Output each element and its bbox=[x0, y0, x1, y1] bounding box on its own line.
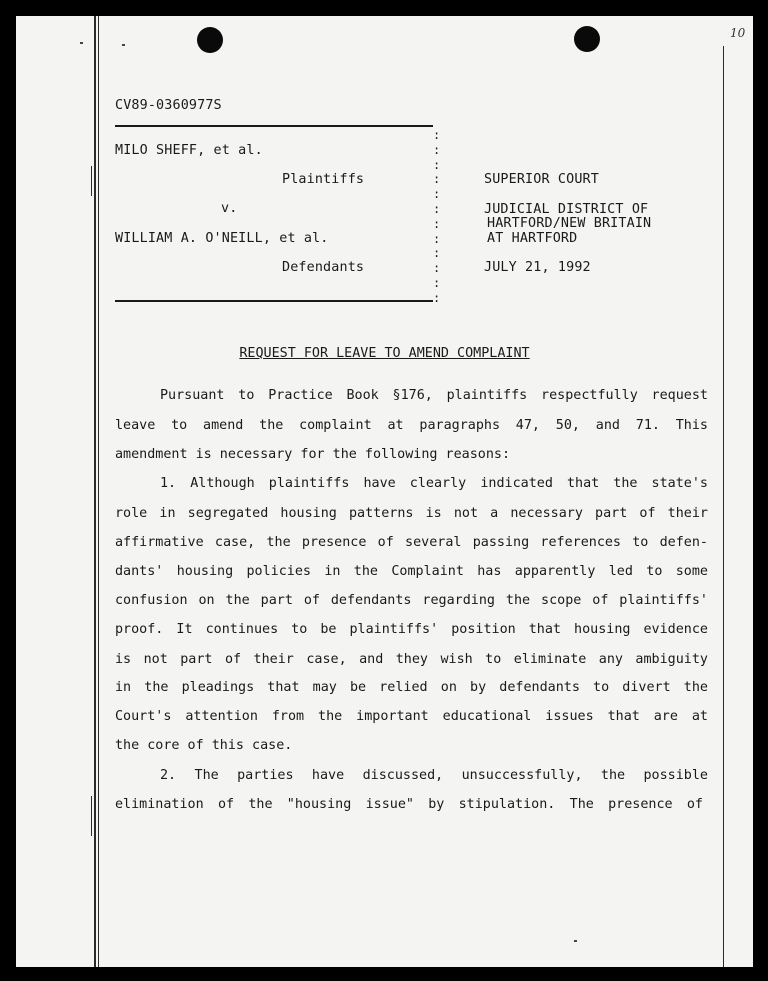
scan-speck bbox=[80, 42, 83, 44]
body-line: role in segregated housing patterns is not a necessary part of their bbox=[115, 506, 708, 521]
document-page bbox=[16, 16, 753, 967]
left-margin-tick bbox=[91, 796, 92, 836]
left-margin-tick bbox=[91, 166, 92, 196]
page-mark: 10 bbox=[730, 26, 746, 40]
defendant-label: Defendants bbox=[282, 260, 365, 275]
body-line: leave to amend the complaint at paragraphs 47, 50, and 71. This bbox=[115, 418, 708, 433]
body-line: 2. The parties have discussed, unsuccessfully, the possible bbox=[160, 768, 708, 783]
left-margin-line-inner bbox=[98, 16, 99, 967]
court-name: SUPERIOR COURT bbox=[484, 172, 599, 187]
body-line: amendment is necessary for the following reasons: bbox=[115, 447, 511, 462]
body-line: Pursuant to Practice Book §176, plaintiffs respectfully request bbox=[160, 388, 708, 403]
scan-speck bbox=[574, 940, 577, 942]
plaintiff-name: MILO SHEFF, et al. bbox=[115, 143, 263, 158]
body-line: elimination of the "housing issue" by stipulation. The presence of bbox=[115, 797, 703, 812]
punch-hole-right bbox=[574, 26, 600, 52]
caption-top-rule bbox=[115, 125, 433, 127]
district-line-2: HARTFORD/NEW BRITAIN bbox=[487, 216, 652, 231]
body-line: confusion on the part of defendants regarding the scope of plaintiffs' bbox=[115, 593, 708, 608]
scan-speck bbox=[122, 44, 125, 46]
defendant-name: WILLIAM A. O'NEILL, et al. bbox=[115, 231, 329, 246]
document-title: REQUEST FOR LEAVE TO AMEND COMPLAINT bbox=[239, 346, 530, 361]
filing-date: JULY 21, 1992 bbox=[484, 260, 591, 275]
punch-hole-left bbox=[197, 27, 223, 53]
plaintiff-label: Plaintiffs bbox=[282, 172, 365, 187]
body-line: affirmative case, the presence of several passing references to defen- bbox=[115, 535, 708, 550]
body-line: the core of this case. bbox=[115, 738, 293, 753]
case-number: CV89-0360977S bbox=[115, 98, 222, 113]
left-margin-line bbox=[94, 16, 96, 967]
body-line: 1. Although plaintiffs have clearly indicated that the state's bbox=[160, 476, 708, 491]
body-line: is not part of their case, and they wish to eliminate any ambiguity bbox=[115, 652, 708, 667]
district-line-3: AT HARTFORD bbox=[487, 231, 578, 246]
body-line: Court's attention from the important educational issues that are at bbox=[115, 709, 708, 724]
body-line: in the pleadings that may be relied on by defendants to divert the bbox=[115, 680, 708, 695]
right-margin-line bbox=[723, 46, 724, 967]
district-line-1: JUDICIAL DISTRICT OF bbox=[484, 202, 649, 217]
caption-bottom-rule bbox=[115, 300, 433, 302]
body-line: proof. It continues to be plaintiffs' position that housing evidence bbox=[115, 622, 708, 637]
body-line: dants' housing policies in the Complaint has apparently led to some bbox=[115, 564, 708, 579]
versus: v. bbox=[221, 201, 238, 216]
caption-colon-column: : : : : : : : : : : : : bbox=[433, 128, 441, 305]
